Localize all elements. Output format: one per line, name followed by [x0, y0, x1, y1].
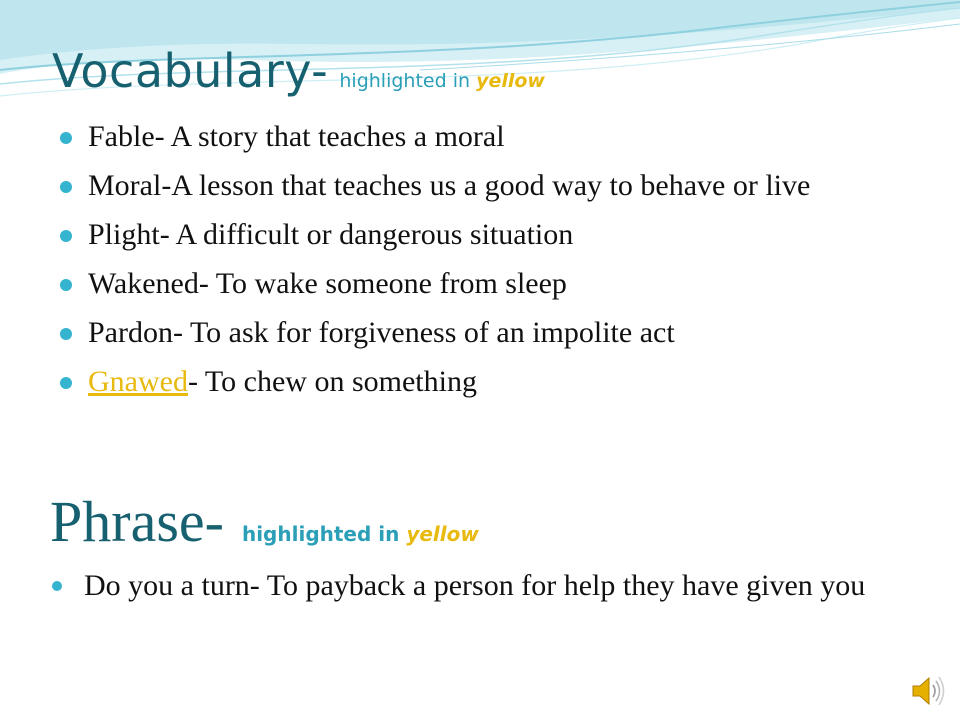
vocab-item-text: Fable- A story that teaches a moral — [88, 120, 505, 153]
bullet-icon — [60, 328, 72, 340]
bullet-icon — [60, 181, 72, 193]
vocab-item-text: Plight- A difficult or dangerous situation — [88, 218, 574, 251]
bullet-icon — [60, 377, 72, 389]
phrase-subtitle-highlight: yellow — [406, 522, 479, 546]
phrase-item-text: Do you a turn- To payback a person for help they have given you — [84, 569, 866, 602]
bullet-icon — [60, 230, 72, 242]
title-subtitle — [339, 70, 545, 92]
list-item — [60, 118, 880, 156]
phrase-list — [52, 567, 892, 605]
bullet-icon — [60, 132, 72, 144]
vocab-item-text: - To chew on something — [187, 365, 477, 398]
slide-title — [52, 44, 545, 98]
phrase-heading — [50, 488, 479, 555]
title-subtitle-highlight: yellow — [476, 70, 545, 92]
title-main: Vocabulary- — [52, 44, 329, 98]
vocabulary-list — [60, 118, 880, 412]
list-item — [60, 167, 880, 205]
title-subtitle-prefix: highlighted in — [339, 70, 477, 92]
phrase-heading-main: Phrase- — [50, 489, 224, 554]
bullet-icon — [60, 279, 72, 291]
list-item — [52, 567, 892, 605]
list-item — [60, 265, 880, 303]
vocab-item-text: Wakened- To wake someone from sleep — [88, 267, 567, 300]
vocab-item-text: Moral-A lesson that teaches us a good way to behave or live — [88, 169, 811, 202]
list-item — [60, 314, 880, 352]
list-item — [60, 363, 880, 401]
gnawed-link[interactable]: Gnawed — [88, 365, 188, 398]
phrase-subtitle-prefix: highlighted in — [241, 522, 407, 546]
bullet-icon — [52, 581, 62, 591]
list-item — [60, 216, 880, 254]
speaker-icon[interactable] — [910, 674, 948, 708]
vocab-item-text: Pardon- To ask for forgiveness of an impolite act — [88, 316, 675, 349]
phrase-heading-subtitle — [242, 522, 479, 546]
